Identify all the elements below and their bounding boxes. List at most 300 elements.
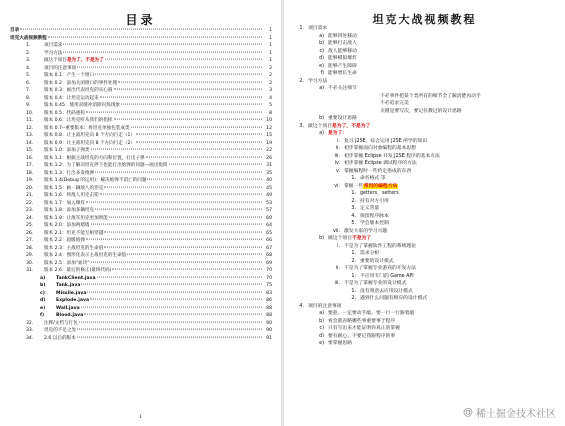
toc-leader-dots (97, 276, 262, 277)
toc-entry-number: 22. (26, 200, 34, 206)
toc-entry-text: 版本 2.6：最后的修正(最终代码) (44, 268, 112, 273)
toc-entry-text: 版本 2.5：添加“血块” (44, 260, 90, 266)
outline-text: 能够打击敌人 (328, 41, 357, 46)
toc-leader-dots (95, 171, 262, 172)
toc-entry[interactable] (10, 132, 272, 140)
outline-marker: d) (319, 56, 324, 61)
outline-item (298, 250, 558, 258)
toc-entry-text: 学习方法 (44, 50, 63, 56)
toc-entry[interactable] (10, 162, 272, 170)
toc-entry-number: 30. (26, 260, 34, 266)
toc-entry[interactable] (10, 102, 272, 110)
toc-entry-text: Tank.java (56, 283, 81, 288)
toc-entry[interactable] (10, 222, 272, 230)
outline-text: 掌握编程时一些约定俗成的东西 (344, 168, 412, 174)
outline-marker: a) (319, 86, 324, 91)
toc-entry-text: 项目的注意事项 (44, 65, 77, 71)
toc-entry-text: 版本 0.8：让主战坦克向 8 个方向行走（1） (44, 133, 136, 138)
toc-entry[interactable] (10, 147, 272, 155)
outline-item (298, 70, 558, 78)
toc-entry-number: 16. (26, 155, 34, 161)
outline-item (298, 205, 558, 213)
toc-entry-page: 40 (266, 178, 272, 183)
toc-entry-page: 53 (266, 200, 272, 206)
outline-item (298, 130, 558, 138)
toc-entry-number: c) (40, 290, 45, 296)
toc-leader-dots (121, 104, 262, 105)
outline-marker: 2. (299, 78, 304, 84)
toc-entry[interactable] (10, 237, 272, 245)
toc-entry[interactable] (10, 215, 272, 223)
outline-text: 没有刻意去应用设计模式 (360, 288, 413, 294)
outline-marker: i. (337, 243, 340, 249)
toc-entry-number: 34. (26, 335, 34, 341)
toc-entry[interactable] (10, 72, 272, 80)
toc-list (10, 27, 272, 342)
toc-entry-number: 24. (26, 215, 34, 221)
outline-text: 要趁、一定要动手敲，要一行一行跟着敲 (328, 311, 415, 316)
outline-text: 不是为了掌握专业游戏的开发方法 (344, 266, 416, 271)
toc-entry-number: 14. (26, 140, 34, 146)
outline-text: 只有写出来才能证明你真正的掌握 (328, 326, 400, 331)
toc-entry[interactable] (10, 155, 272, 163)
watermark (463, 405, 556, 420)
outline-item (298, 213, 558, 221)
outline-text: 不应用专门的 Game API (360, 273, 414, 279)
outline-marker: 1. (351, 288, 356, 294)
outline-item (298, 295, 558, 303)
outline-marker: 4. (299, 303, 304, 309)
toc-entry-text: 版本 0.1：产生一个窗口 (44, 73, 95, 78)
toc-entry-number: 23. (26, 208, 34, 213)
outline-text: 不必事件把某个类所有的细节全了解清楚再动手 (380, 93, 481, 99)
toc-entry-text: TankClient.java (56, 275, 96, 281)
outline-marker: 5. (351, 221, 356, 226)
toc-entry-text: 目录 (10, 28, 20, 33)
outline-marker: a) (319, 33, 324, 39)
outline-marker: d) (319, 333, 324, 339)
outline-item (298, 123, 558, 131)
outline-text: 是为了： (328, 131, 348, 136)
toc-entry-number: 20. (26, 185, 34, 191)
toc-entry-page: 57 (266, 208, 272, 213)
toc-leader-dots (100, 194, 262, 195)
outline-marker: b) (319, 41, 324, 46)
toc-entry[interactable] (10, 185, 272, 193)
outline-item (298, 100, 558, 108)
toc-entry-text: 版本 1.3：打出多发炮弹 (44, 170, 95, 176)
outline-text: 能够增长生命 (328, 71, 357, 76)
outline-item (298, 40, 558, 48)
content-page (284, 0, 565, 426)
toc-leader-dots (77, 336, 262, 337)
toc-entry-text: 版本 2.3：主战坦克的生命值 (44, 245, 104, 251)
toc-entry[interactable] (10, 87, 272, 95)
outline-text: 定义常量 (360, 206, 380, 211)
outline-text-prefix: 掌握一些 (344, 183, 364, 189)
outline-item (298, 48, 558, 56)
toc-entry[interactable] (10, 260, 272, 268)
toc-leader-dots (146, 156, 262, 157)
toc-entry[interactable] (10, 80, 272, 88)
toc-entry-number: 2. (26, 50, 31, 56)
toc-entry-text: 2.6 以后的版本 (44, 335, 76, 341)
outline-marker: 3. (351, 206, 356, 211)
toc-entry[interactable] (10, 282, 272, 290)
toc-entry-text: 版本 0.2：添加关闭窗口的事件处理 (44, 80, 118, 86)
toc-entry[interactable] (10, 305, 272, 313)
toc-entry-text: 版本 0.4：让坦克运动起来 (44, 95, 99, 101)
outline-item (298, 33, 558, 41)
toc-entry[interactable] (10, 35, 272, 43)
toc-leader-dots (127, 254, 262, 255)
page-number: 1 (139, 415, 142, 420)
toc-leader-dots (112, 269, 262, 270)
toc-entry-text (44, 57, 104, 65)
toc-entry-page: 12 (266, 125, 272, 131)
outline-marker: v. (336, 168, 340, 174)
toc-entry[interactable] (10, 207, 272, 215)
toc-entry-page: 5 (269, 103, 272, 108)
toc-entry-page: 1 (269, 35, 272, 41)
toc-entry-page: 1 (269, 28, 272, 33)
outline-item (298, 108, 558, 116)
toc-entry-page: 2 (269, 65, 272, 71)
outline-highlight: 常用的编程方法 (363, 183, 398, 189)
toc-entry-number: 11. (26, 118, 34, 123)
toc-entry[interactable] (10, 170, 272, 178)
toc-entry[interactable] (10, 125, 272, 133)
toc-leader-dots (169, 164, 262, 165)
outline-text: 看会就省略哪些事重要事于程序 (328, 318, 396, 324)
toc-leader-dots (48, 36, 262, 37)
toc-entry-text: 版本 2.4：图形化表示主战坦克的生命值 (44, 253, 127, 258)
toc-entry-page: 70 (266, 275, 272, 281)
toc-leader-dots (91, 261, 262, 262)
toc-entry-page: 26 (266, 155, 272, 161)
toc-entry-page: 2 (269, 73, 272, 78)
toc-entry-text: 坦克大战视频教程 (10, 35, 47, 41)
outline-item (298, 153, 558, 161)
toc-entry[interactable] (10, 312, 272, 320)
outline-highlight: 是为了，不是为了 (332, 123, 371, 129)
toc-entry-page: 19 (266, 140, 272, 146)
outline-text: 重要的设计模式 (360, 258, 394, 264)
toc-leader-dots (81, 306, 262, 307)
toc-leader-dots (104, 186, 262, 187)
toc-entry-page: 3 (269, 88, 272, 93)
outline-marker: b) (319, 318, 324, 324)
toc-entry-number: 9. (26, 103, 31, 108)
toc-entry[interactable] (10, 57, 272, 65)
outline-item (298, 340, 558, 348)
toc-entry-text-prefix: 做这个项目 (44, 58, 67, 63)
outline-text: 能够模拟爆炸 (328, 56, 357, 61)
toc-entry-number: f) (40, 313, 45, 318)
outline-marker: ii. (335, 146, 340, 151)
toc-entry-page: 88 (266, 313, 272, 318)
toc-entry[interactable] (10, 320, 272, 328)
toc-entry-number: 6. (26, 80, 31, 86)
toc-entry[interactable] (10, 275, 272, 283)
outline-marker: 3. (299, 123, 304, 129)
toc-entry-number: 7. (26, 88, 31, 93)
outline-text: 需求分析 (360, 251, 380, 256)
toc-entry[interactable] (10, 290, 272, 298)
toc-entry-page: 88 (266, 305, 272, 311)
outline-item (298, 280, 558, 288)
outline-text: 复习 J2SE，综合运用 J2SE 所学的知识 (344, 138, 428, 144)
toc-entry[interactable] (10, 110, 272, 118)
toc-entry[interactable] (10, 230, 272, 238)
toc-title: 目录 (125, 13, 156, 27)
toc-entry-page: 67 (266, 245, 272, 251)
toc-entry-number: 17. (26, 163, 34, 168)
toc-entry-page: 75 (266, 283, 272, 288)
outline-text: 不必关注细节 (328, 86, 357, 91)
toc-leader-dots (136, 134, 262, 135)
toc-leader-dots (90, 299, 262, 300)
toc-entry-text: 版本 1.9：让敌军坦克更加智能 (44, 215, 108, 221)
toc-entry-number: b) (40, 283, 46, 288)
outline-item (298, 25, 558, 33)
toc-entry[interactable] (10, 327, 272, 335)
toc-entry[interactable] (10, 27, 272, 35)
toc-leader-dots (77, 66, 262, 67)
outline-marker: a) (319, 131, 324, 136)
outline-marker: i. (337, 138, 340, 144)
outline-marker: 1. (351, 191, 356, 196)
toc-entry-page: 8 (269, 110, 272, 116)
toc-leader-dots (86, 239, 262, 240)
toc-leader-dots (79, 321, 262, 322)
toc-entry[interactable] (10, 95, 272, 103)
toc-entry-number: 19. (26, 178, 34, 183)
toc-entry-text: 版本 1.7：加入爆炸 (44, 200, 85, 206)
toc-entry-text: 版本 1.2：为了解决坦克停下也能打出炮弹的问题—画出炮筒 (44, 163, 168, 168)
toc-entry-page: 2 (269, 80, 272, 86)
toc-entry-page: 1 (269, 43, 272, 48)
toc-entry[interactable] (10, 335, 272, 343)
outline-text: getters，setters (360, 191, 399, 196)
toc-entry-text: Blood.java (56, 313, 84, 318)
toc-entry[interactable] (10, 192, 272, 200)
toc-entry-number: 3. (26, 58, 31, 63)
toc-entry[interactable] (10, 245, 272, 253)
outline-marker: vii. (332, 228, 340, 234)
toc-entry-page: 1 (269, 50, 272, 56)
toc-entry-page: 1 (269, 58, 272, 63)
toc-entry[interactable] (10, 200, 272, 208)
outline-text: 能够四处移动 (328, 33, 357, 39)
toc-entry-page: 4 (269, 95, 272, 101)
toc-entry-text: 版本 0.3：画出代表坦克的实心圆 (44, 88, 113, 93)
outline-marker: ii. (335, 266, 340, 271)
toc-entry-number: 12. (26, 125, 34, 131)
toc-entry-text: 版本 0.5：代码重构 (44, 110, 85, 116)
toc-leader-dots (63, 51, 262, 52)
outline-marker: iii. (334, 281, 340, 286)
outline-text: 不是为了掌握软件工程的系统理论 (344, 243, 416, 249)
outline-text: 学会版本控制 (360, 221, 389, 226)
outline-item (298, 93, 558, 101)
outline-list (298, 25, 558, 348)
toc-entry-page: 49 (266, 193, 272, 198)
outline-text: 初步掌握 Eclipse 调试程序的方法 (344, 161, 417, 166)
toc-entry[interactable] (10, 267, 272, 275)
toc-entry-number: 27. (26, 238, 34, 243)
toc-entry-number: 15. (26, 148, 34, 153)
toc-entry-number: 33. (26, 328, 34, 333)
outline-marker: 2. (351, 296, 356, 301)
toc-entry-page: 64 (266, 223, 272, 228)
outline-marker: b) (319, 116, 324, 121)
toc-leader-dots (91, 149, 262, 150)
outline-marker: 1. (351, 176, 356, 181)
toc-leader-dots (84, 314, 262, 315)
toc-entry-number: d) (40, 298, 46, 303)
outline-item (298, 235, 558, 243)
toc-entry-number: 18. (26, 170, 34, 176)
toc-leader-dots (104, 246, 262, 247)
outline-marker: iv. (334, 161, 340, 166)
toc-entry-page: 35 (266, 170, 272, 176)
toc-entry-text: 版本 0.7--重要版本：将坦克单独包装成类 (44, 125, 130, 131)
toc-leader-dots (104, 231, 262, 232)
toc-entry-number: 5. (26, 73, 31, 78)
toc-entry-number: 10. (26, 110, 34, 116)
outline-item (298, 115, 558, 123)
outline-item (298, 265, 558, 273)
toc-entry-text: 项目需求 (44, 43, 63, 48)
toc-entry-number: a) (40, 275, 46, 281)
toc-leader-dots (147, 179, 262, 180)
toc-leader-dots (91, 224, 262, 225)
toc-entry-number: 13. (26, 133, 34, 138)
toc-leader-dots (87, 291, 262, 292)
toc-entry-number: 29. (26, 253, 34, 258)
outline-text (344, 183, 398, 191)
toc-leader-dots (100, 96, 262, 97)
toc-entry-text: 版本 0.45：使用双缓冲消除闪烁现象 (44, 103, 121, 108)
outline-text-prefix: 做这个项目 (308, 123, 332, 129)
toc-leader-dots (105, 59, 262, 60)
outline-text: 敌人能够移动 (328, 48, 357, 54)
toc-entry-page: 45 (266, 185, 272, 191)
toc-leader-dots (20, 29, 262, 30)
toc-page (0, 0, 281, 426)
outline-item (298, 243, 558, 251)
toc-entry-number: 25. (26, 223, 34, 228)
outline-text: 初步掌握 Eclipse 开发 J2SE 程序的基本方法 (344, 153, 440, 159)
outline-marker: c) (319, 48, 324, 54)
toc-entry-text: 版本 2.1：坦克不能互相穿越 (44, 230, 104, 236)
outline-text: 不是为了掌握专业的设计模式 (344, 281, 407, 286)
toc-entry-number: 32. (26, 320, 34, 326)
outline-marker: iii. (334, 153, 340, 159)
toc-entry-text: 版本 1.1：根据主战坦克的方向和位置，打出子弹 (44, 155, 145, 161)
toc-entry-number: 21. (26, 193, 34, 198)
toc-entry-page: 91 (266, 335, 272, 341)
toc-entry-page: 68 (266, 253, 272, 258)
outline-item (298, 145, 558, 153)
toc-entry[interactable] (10, 177, 272, 185)
outline-text: 要掌握思路 (328, 341, 352, 346)
toc-entry[interactable] (10, 50, 272, 58)
toc-entry-text: 版本 2.0：添加两堵墙 (44, 223, 90, 228)
toc-entry-text: 版本 1.0：添加子弹类 (44, 148, 90, 153)
outline-text-prefix: 做这个项目 (328, 236, 352, 241)
outline-marker: 1. (351, 273, 356, 279)
outline-text: 要有耐心，不要记我跟程序的事 (328, 333, 396, 339)
outline-item (298, 55, 558, 63)
outline-text: 保留程序脉本 (360, 213, 389, 219)
toc-entry-text: 坦克的不足之处 (44, 328, 77, 333)
outline-item (298, 303, 558, 311)
outline-marker: 2. (351, 198, 356, 204)
toc-entry-page: 10 (266, 118, 272, 123)
outline-marker: 1. (351, 251, 356, 256)
toc-entry[interactable] (10, 65, 272, 73)
outline-marker: e) (319, 63, 324, 69)
toc-leader-dots (114, 89, 263, 90)
outline-marker: f) (320, 71, 324, 76)
outline-item (298, 138, 558, 146)
toc-entry[interactable] (10, 42, 272, 50)
outline-item (298, 190, 558, 198)
outline-marker: vi. (334, 183, 340, 189)
toc-entry[interactable] (10, 252, 272, 260)
toc-leader-dots (118, 81, 262, 82)
toc-leader-dots (77, 329, 262, 330)
toc-entry-page: 70 (266, 268, 272, 273)
outline-marker: a) (319, 311, 324, 316)
outline-item (298, 198, 558, 206)
toc-entry-page: 90 (266, 320, 272, 326)
toc-entry-number: 8. (26, 95, 31, 101)
toc-leader-dots (86, 111, 262, 112)
outline-item (298, 310, 558, 318)
toc-entry[interactable] (10, 297, 272, 305)
toc-leader-dots (114, 119, 263, 120)
toc-leader-dots (95, 209, 262, 210)
toc-entry-page: 22 (266, 148, 272, 153)
toc-entry-number: 26. (26, 230, 34, 236)
outline-text: 不必追求完美 (380, 101, 409, 106)
outline-highlight: 不是为了 (352, 236, 372, 241)
toc-leader-dots (81, 284, 262, 285)
outline-text: 持有对方引用 (360, 198, 389, 204)
toc-entry-page: 66 (266, 238, 272, 243)
toc-leader-dots (95, 74, 262, 75)
toc-entry-text: 注释/文档与打包 (44, 320, 78, 326)
toc-entry[interactable] (10, 140, 272, 148)
toc-leader-dots (136, 141, 262, 142)
outline-item (298, 63, 558, 71)
outline-item (298, 258, 558, 266)
outline-item (298, 318, 558, 326)
toc-entry-page: 86 (266, 298, 272, 303)
outline-text: 项目的注意事项 (308, 303, 342, 309)
outline-marker: b) (319, 236, 324, 241)
outline-item (298, 273, 558, 281)
toc-entry-page: 65 (266, 230, 272, 236)
toc-leader-dots (86, 201, 262, 202)
toc-leader-dots (109, 216, 262, 217)
toc-entry[interactable] (10, 117, 272, 125)
toc-entry-page: 31 (266, 163, 272, 168)
outline-item (298, 288, 558, 296)
